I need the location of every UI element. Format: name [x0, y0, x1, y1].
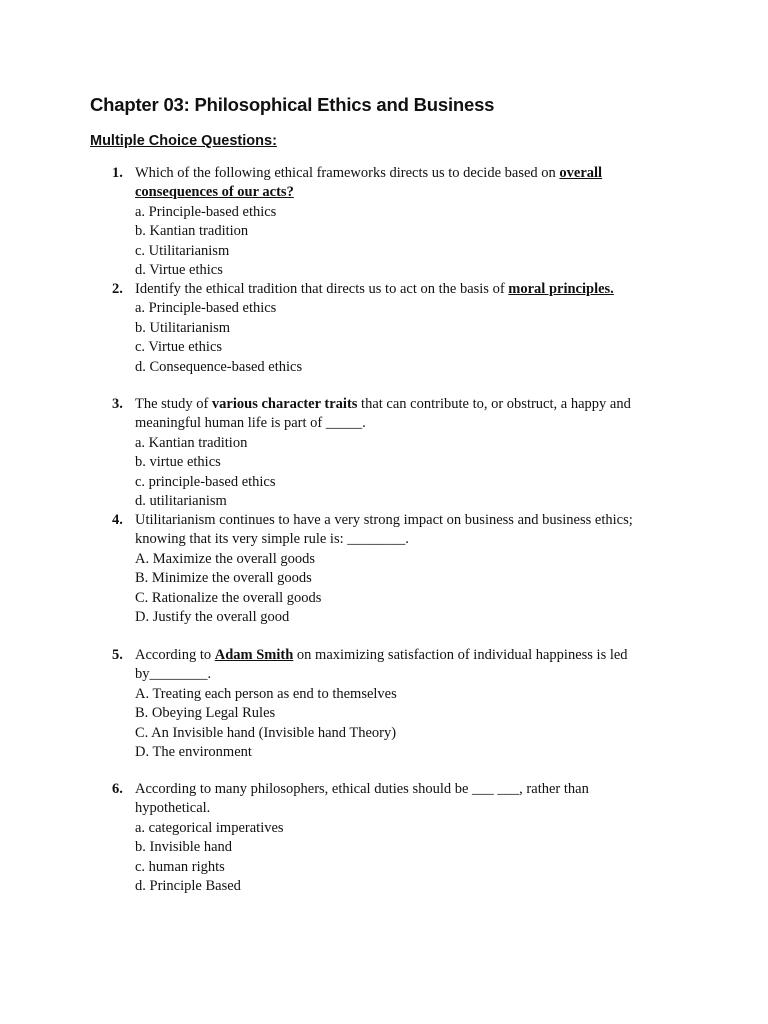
- option-a: a. Kantian tradition: [135, 434, 248, 451]
- option-c: c. human rights: [135, 858, 225, 875]
- option-d: d. Consequence-based ethics: [135, 358, 303, 375]
- question-4: [112, 511, 652, 627]
- option-a: a. categorical imperatives: [135, 819, 284, 836]
- option-c: c. principle-based ethics: [135, 473, 276, 490]
- stem-text: According to: [135, 647, 215, 663]
- option-a: A. Maximize the overall goods: [135, 550, 315, 567]
- question-3: [112, 395, 652, 511]
- question-6: [112, 780, 652, 896]
- stem-text: Utilitarianism continues to have a very strong impact on business and business ethics; knowing that its very simple rule is: ________.: [135, 512, 633, 548]
- option-c: C. Rationalize the overall goods: [135, 589, 322, 606]
- question-5: [112, 646, 652, 762]
- question-stem: [135, 280, 652, 299]
- stem-text: Identify the ethical tradition that directs us to act on the basis of: [135, 281, 509, 297]
- option-c: c. Virtue ethics: [135, 339, 223, 356]
- question-number: 6.: [112, 781, 123, 797]
- option-c: c. Utilitarianism: [135, 242, 230, 259]
- section-heading: Multiple Choice Questions:: [90, 133, 277, 149]
- option-b: b. Invisible hand: [135, 839, 233, 856]
- stem-emphasis: Adam Smith: [214, 647, 294, 663]
- option-b: B. Minimize the overall goods: [135, 570, 312, 587]
- question-number: 2.: [112, 281, 123, 297]
- question-number: 5.: [112, 647, 123, 663]
- question-number: 1.: [112, 165, 123, 181]
- chapter-title: Chapter 03: Philosophical Ethics and Business: [90, 94, 495, 115]
- question-2: [112, 280, 652, 377]
- question-1: [112, 164, 652, 280]
- stem-emphasis: moral principles.: [508, 281, 614, 297]
- option-d: D. The environment: [135, 744, 252, 761]
- question-stem: [135, 646, 652, 685]
- question-number: 3.: [112, 396, 123, 412]
- option-a: a. Principle-based ethics: [135, 300, 277, 317]
- question-stem: [135, 395, 652, 434]
- option-d: d. Principle Based: [135, 878, 241, 895]
- option-b: B. Obeying Legal Rules: [135, 705, 276, 722]
- stem-text: The study of: [135, 396, 212, 412]
- option-b: b. Utilitarianism: [135, 319, 231, 336]
- option-a: a. Principle-based ethics: [135, 203, 277, 220]
- question-number: 4.: [112, 512, 123, 528]
- stem-text-after: that can contribute to, or obstruct, a happy and meaningful human life is part of _____.: [135, 396, 631, 432]
- option-d: d. utilitarianism: [135, 493, 227, 510]
- option-d: D. Justify the overall good: [135, 609, 290, 626]
- question-stem: [135, 780, 652, 819]
- stem-text-after: on maximizing satisfaction of individual happiness is led by________.: [135, 647, 628, 683]
- option-b: b. Kantian tradition: [135, 223, 249, 240]
- question-stem: [135, 164, 652, 203]
- option-d: d. Virtue ethics: [135, 262, 223, 279]
- stem-text: Which of the following ethical frameworks directs us to decide based on: [135, 165, 560, 181]
- question-stem: [135, 511, 652, 550]
- option-a: A. Treating each person as end to themselves: [135, 685, 397, 702]
- option-b: b. virtue ethics: [135, 454, 221, 471]
- stem-text: According to many philosophers, ethical duties should be ___ ___, rather than hypothetical.: [135, 781, 589, 817]
- option-c: C. An Invisible hand (Invisible hand Theory): [135, 724, 397, 741]
- stem-emphasis: various character traits: [211, 396, 358, 412]
- stem-emphasis: overall consequences of our acts?: [135, 165, 603, 201]
